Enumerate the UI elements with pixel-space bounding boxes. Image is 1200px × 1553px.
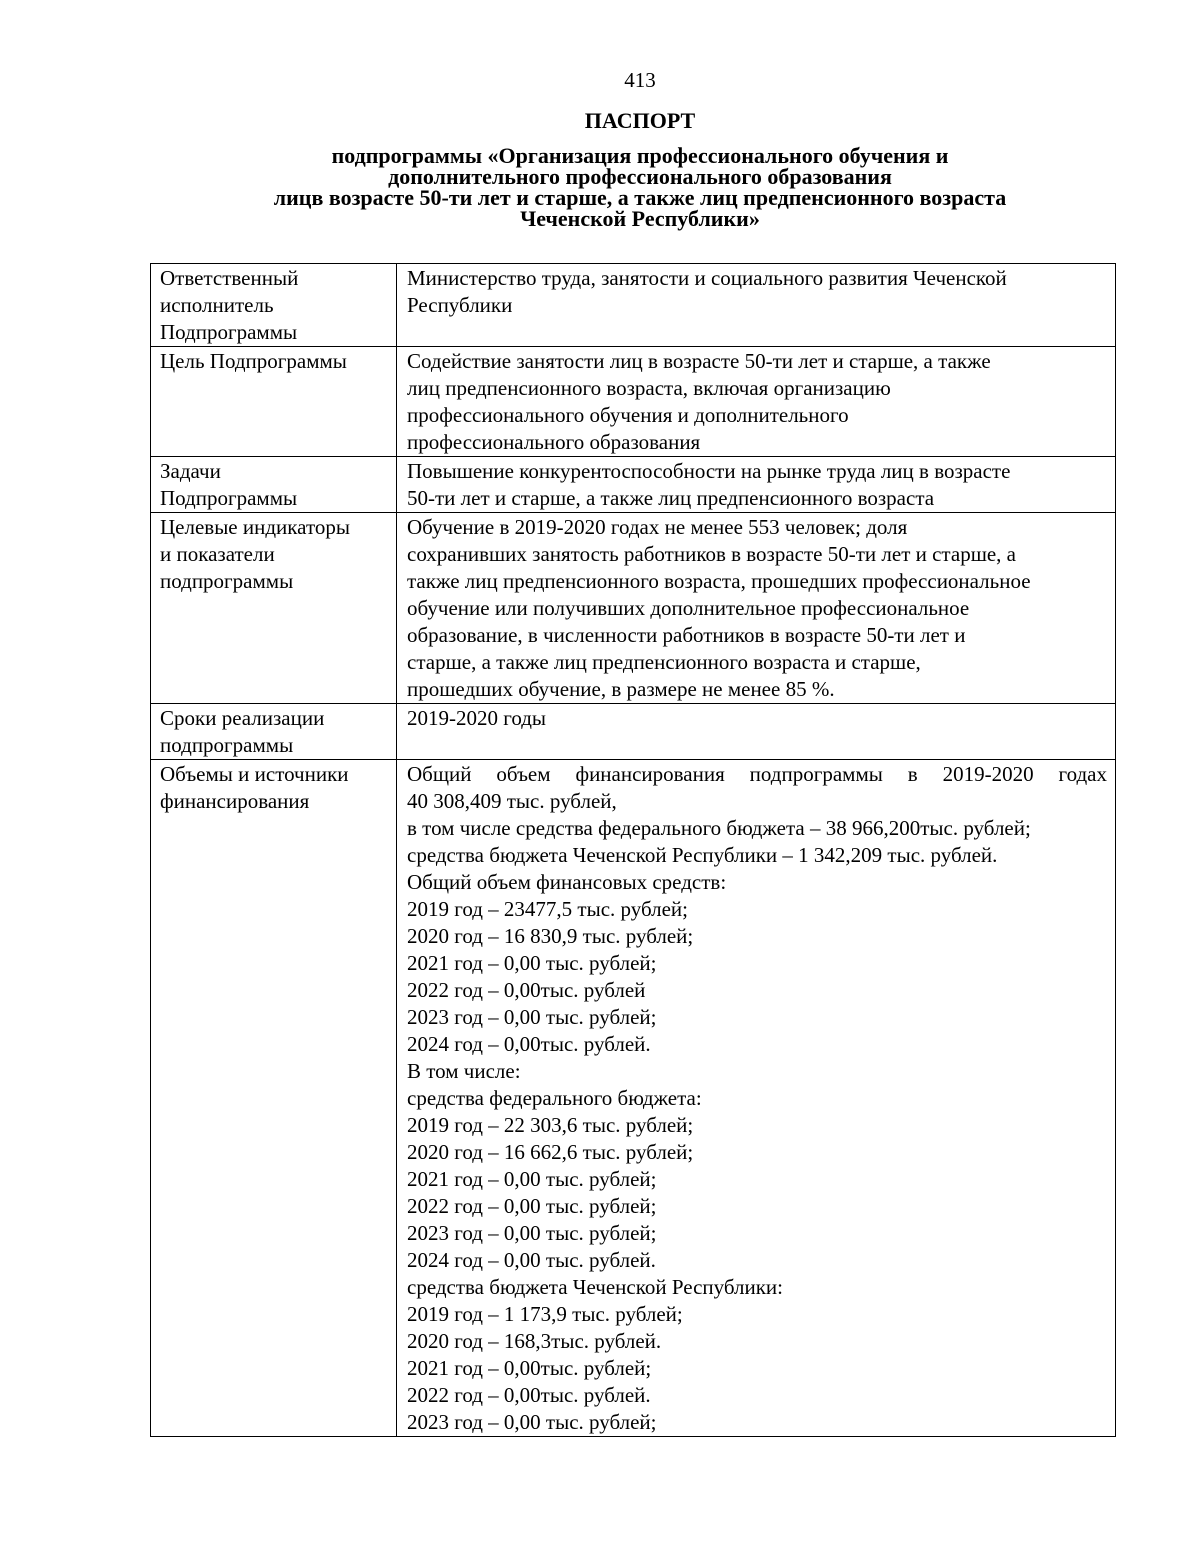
- page-number: 413: [624, 68, 656, 92]
- value-line: средства бюджета Чеченской Республики – 1 342,209 тыс. рублей.: [407, 843, 998, 867]
- row-label-goal: [151, 347, 397, 457]
- subtitle-line: лицв возрасте 50-ти лет и старше, а также лиц предпенсионного возраста: [273, 185, 1007, 210]
- value-line: 2019 год – 22 303,6 тыс. рублей;: [407, 1113, 694, 1137]
- label-line: Целевые индикаторы: [160, 515, 350, 539]
- row-value-timeline: [397, 704, 1116, 760]
- value-line: 2023 год – 0,00 тыс. рублей;: [407, 1005, 657, 1029]
- value-line: 2019-2020 годы: [407, 706, 547, 730]
- value-line: профессионального образования: [407, 430, 701, 454]
- row-value-indicators: [397, 513, 1116, 704]
- value-line: 2020 год – 16 830,9 тыс. рублей;: [407, 924, 694, 948]
- table-row: [151, 760, 1116, 1437]
- value-line: 2024 год – 0,00 тыс. рублей.: [407, 1248, 656, 1272]
- value-line: 2019 год – 23477,5 тыс. рублей;: [407, 897, 689, 921]
- label-line: Объемы и источники: [160, 762, 349, 786]
- value-line: профессионального обучения и дополнительного: [407, 403, 849, 427]
- value-line: Общий объем финансовых средств:: [407, 870, 727, 894]
- value-line: 2024 год – 0,00тыс. рублей.: [407, 1032, 651, 1056]
- row-value-funding: [397, 760, 1116, 1437]
- label-line: исполнитель: [160, 293, 274, 317]
- value-line: старше, а также лиц предпенсионного возраста и старше,: [407, 650, 921, 674]
- value-line: сохранивших занятость работников в возрасте 50-ти лет и старше, а: [407, 542, 1016, 566]
- value-line: 40 308,409 тыс. рублей,: [407, 789, 617, 813]
- value-line: 2023 год – 0,00 тыс. рублей;: [407, 1410, 657, 1434]
- value-line: 2021 год – 0,00 тыс. рублей;: [407, 951, 657, 975]
- label-line: финансирования: [160, 789, 310, 813]
- value-line: 2022 год – 0,00 тыс. рублей;: [407, 1194, 657, 1218]
- row-label-tasks: [151, 457, 397, 513]
- row-value-responsible: [397, 264, 1116, 347]
- value-line: также лиц предпенсионного возраста, прошедших профессиональное: [407, 569, 1031, 593]
- value-line: В том числе:: [407, 1059, 521, 1083]
- value-line: 2021 год – 0,00тыс. рублей;: [407, 1356, 652, 1380]
- value-line: 2022 год – 0,00тыс. рублей: [407, 978, 646, 1002]
- value-line: 2019 год – 1 173,9 тыс. рублей;: [407, 1302, 683, 1326]
- row-value-goal: [397, 347, 1116, 457]
- label-line: Подпрограммы: [160, 486, 298, 510]
- label-line: подпрограммы: [160, 733, 294, 757]
- value-line: лиц предпенсионного возраста, включая организацию: [407, 376, 891, 400]
- value-line: 50-ти лет и старше, а также лиц предпенсионного возраста: [407, 486, 935, 510]
- row-label-responsible: [151, 264, 397, 347]
- label-line: Подпрограммы: [160, 320, 298, 344]
- label-line: Задачи: [160, 459, 221, 483]
- document-subtitle: [0, 145, 1200, 229]
- value-line: прошедших обучение, в размере не менее 85 %.: [407, 677, 835, 701]
- subtitle-line: Чеченской Республики»: [520, 206, 760, 231]
- value-line: Повышение конкурентоспособности на рынке труда лиц в возрасте: [407, 459, 1011, 483]
- row-label-indicators: [151, 513, 397, 704]
- row-label-funding: [151, 760, 397, 1437]
- value-line: образование, в численности работников в возрасте 50-ти лет и: [407, 623, 966, 647]
- value-line: 2023 год – 0,00 тыс. рублей;: [407, 1221, 657, 1245]
- value-line: 2020 год – 168,3тыс. рублей.: [407, 1329, 662, 1353]
- value-line: 2022 год – 0,00тыс. рублей.: [407, 1383, 651, 1407]
- value-line: Общий объем финансирования подпрограммы в 2019-2020 годах: [407, 762, 1107, 786]
- table-row: [151, 704, 1116, 760]
- value-line: обучение или получивших дополнительное профессиональное: [407, 596, 970, 620]
- row-label-timeline: [151, 704, 397, 760]
- subtitle-line: подпрограммы «Организация профессионального обучения и: [331, 143, 949, 168]
- row-value-tasks: [397, 457, 1116, 513]
- table-row: [151, 513, 1116, 704]
- label-line: подпрограммы: [160, 569, 294, 593]
- subtitle-line: дополнительного профессионального образования: [388, 164, 892, 189]
- label-line: Ответственный: [160, 266, 299, 290]
- table-row: [151, 347, 1116, 457]
- table-row: [151, 264, 1116, 347]
- label-line: Цель Подпрограммы: [160, 349, 347, 373]
- value-line: средства федерального бюджета:: [407, 1086, 702, 1110]
- table-row: [151, 457, 1116, 513]
- value-line: 2020 год – 16 662,6 тыс. рублей;: [407, 1140, 694, 1164]
- label-line: и показатели: [160, 542, 275, 566]
- label-line: Сроки реализации: [160, 706, 325, 730]
- value-line: Министерство труда, занятости и социального развития Чеченской: [407, 266, 1007, 290]
- passport-table: [150, 263, 1116, 1437]
- value-line: Содействие занятости лиц в возрасте 50-ти лет и старше, а также: [407, 349, 991, 373]
- value-line: Республики: [407, 293, 513, 317]
- value-line: Обучение в 2019-2020 годах не менее 553 человек; доля: [407, 515, 908, 539]
- document-title: ПАСПОРТ: [584, 108, 696, 133]
- value-line: в том числе средства федерального бюджета – 38 966,200тыс. рублей;: [407, 816, 1031, 840]
- value-line: средства бюджета Чеченской Республики:: [407, 1275, 784, 1299]
- value-line: 2021 год – 0,00 тыс. рублей;: [407, 1167, 657, 1191]
